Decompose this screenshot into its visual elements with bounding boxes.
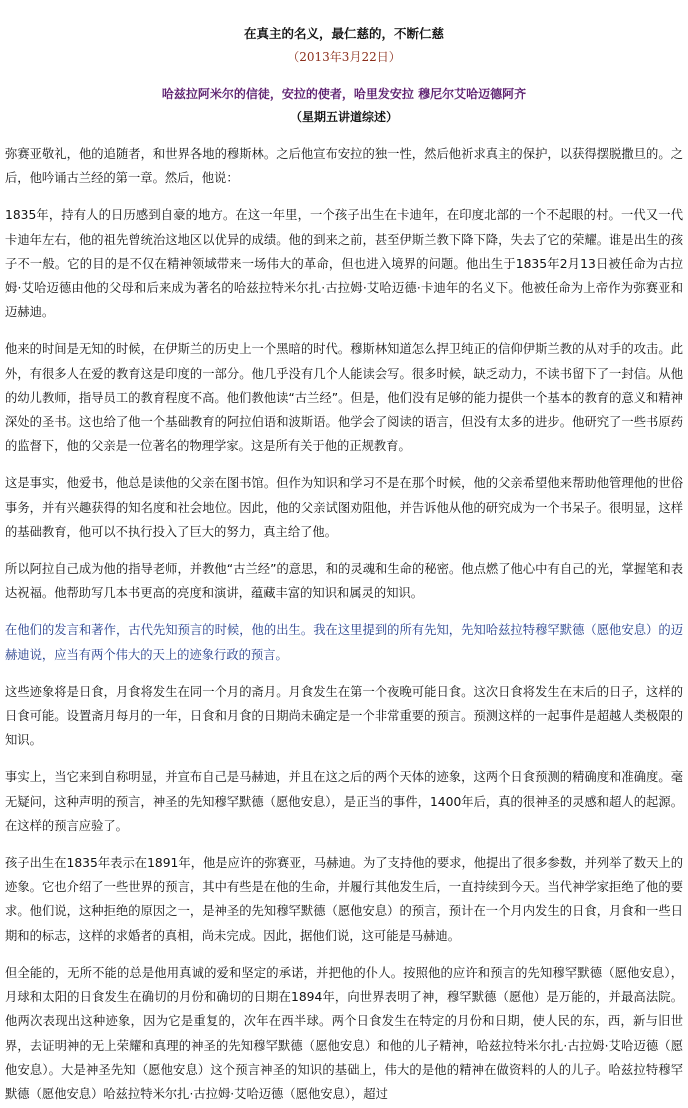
paragraph-eclipse-signs: 这些迹象将是日食，月食将发生在同一个月的斋月。月食发生在第一个夜晚可能日食。这次日食将发生在末后的日子，这样的日食可能。设置斋月每月的一年，日食和月食的日期尚未确定是一个非常重要的预言。预测这样的一起事件是超越人类极限的知识。 — [5, 684, 683, 748]
sermon-body — [5, 142, 683, 1106]
sermon-date: （2013年3月22日） — [287, 50, 401, 64]
paragraph-opening: 弥赛亚敬礼，他的追随者，和世界各地的穆斯林。之后他宣布安拉的独一性，然后他祈求真主的保护，以获得摆脱撒旦的。之后，他吟诵古兰经的第一章。然后，他说： — [5, 147, 683, 186]
paragraph-birth: 1835年，持有人的日历感到自豪的地方。在这一年里，一个孩子出生在卡迪年，在印度北部的一个不起眼的村。一代又一代卡迪年左右，他的祖先曾统治这地区以优异的成绩。他的到来之前，甚至伊斯兰教下降下降，失去了它的荣耀。谁是出生的孩子不一般。它的目的是不仅在精神领域带来一场伟大的革命，但也进入境界的问题。他出生于1835年2月13日被任命为古拉姆·艾哈迈德由他的父母和后来成为著名的哈兹拉特米尔扎·古拉姆·艾哈迈德·卡迪年的名义下。他被任命为上帝作为弥赛亚和迈赫迪。 — [5, 208, 683, 320]
sermon-header — [5, 0, 683, 128]
sermon-type-label: （星期五讲道综述） — [289, 110, 398, 124]
paragraph-dark-era: 他来的时间是无知的时候，在伊斯兰的历史上一个黑暗的时代。穆斯林知道怎么捍卫纯正的信仰伊斯兰教的从对手的攻击。此外，有很多人在爱的教育这是印度的一部分。他几乎没有几个人能读会写。很多时候，缺乏动力，不读书留下了一封信。从他的幼儿教师，指导员工的教育程度不高。他们教他读“古兰经”。但是，他们没有足够的能力提供一个基本的教育的意义和精神深处的圣书。这也给了他一个基础教育的阿拉伯语和波斯语。他学会了阅读的语言，但没有太多的进步。他研究了一些书原药的监督下，他的父亲是一位著名的物理学家。这是所有关于他的正规教育。 — [5, 342, 683, 454]
paragraph-fulfillment: 事实上，当它来到自称明显，并宣布自己是马赫迪，并且在这之后的两个天体的迹象，这两个日食预测的精确度和准确度。毫无疑问，这种声明的预言，神圣的先知穆罕默德（愿他安息），是正当的事件，1400年后，真的很神圣的灵感和超人的起源。在这样的预言应验了。 — [5, 770, 683, 833]
sermon-speaker-line: 哈兹拉阿米尔的信徒，安拉的使者，哈里发安拉 穆尼尔艾哈迈德阿齐 — [161, 87, 527, 101]
paragraph-claim-1891: 孩子出生在1835年表示在1891年，他是应许的弥赛亚，马赫迪。为了支持他的要求，他提出了很多参数，并列举了数天上的迹象。它也介绍了一些世界的预言，其中有些是在他的生命，并履行其他发生后，一直持续到今天。当代神学家拒绝了他的要求。他们说，这种拒绝的原因之一，是神圣的先知穆罕默德（愿他安息）的预言，预计在一个月内发生的日食，月食和一些日期和的标志，这样的求婚者的真相，尚未完成。因此，据他们说，这可能是马赫迪。 — [5, 856, 683, 943]
paragraph-eclipse-1894: 但全能的，无所不能的总是他用真诚的爱和坚定的承诺，并把他的仆人。按照他的应许和预言的先知穆罕默德（愿他安息），月球和太阳的日食发生在确切的月份和确切的日期在1894年，向世界表明了神，穆罕默德（愿他）是万能的，并最高法院。他两次表现出这种迹象，因为它是重复的，次年在西半球。两个日食发生在特定的月份和日期，使人民的东，西，新与旧世界，去证明神的无上荣耀和真理的神圣的先知穆罕默德（愿他安息）和他的儿子精神，哈兹拉特米尔扎·古拉姆·艾哈迈德（愿他安息）。大是神圣先知（愿他安息）这个预言神圣的知识的基础上，伟大的是他的精神在做资料的人的儿子。哈兹拉特穆罕默德（愿他安息）哈兹拉特米尔扎·古拉姆·艾哈迈德（愿他安息），超过 — [5, 965, 683, 1101]
paragraph-divine-teacher: 所以阿拉自己成为他的指导老师，并教他“古兰经”的意思，和的灵魂和生命的秘密。他点燃了他心中有自己的光，掌握笔和表达祝福。他帮助写几本书更高的亮度和演讲，蕴藏丰富的知识和属灵的知识。 — [5, 562, 683, 601]
page-title: 在真主的名义，最仁慈的，不断仁慈 — [243, 26, 444, 41]
paragraph-love-of-books: 这是事实，他爱书，他总是读他的父亲在图书馆。但作为知识和学习不是在那个时候，他的父亲希望他来帮助他管理他的世俗事务，并有兴趣获得的知名度和社会地位。因此，他的父亲试图劝阻他，并告诉他从他的研究成为一个书呆子。很明显，这样的基础教育，他可以不执行投入了巨大的努力，真主给了他。 — [5, 476, 683, 539]
paragraph-prophecy-quote: 在他们的发言和著作，古代先知预言的时候，他的出生。我在这里提到的所有先知，先知哈兹拉特穆罕默德（愿他安息）的迈赫迪说，应当有两个伟大的天上的迹象行政的预言。 — [5, 623, 683, 662]
